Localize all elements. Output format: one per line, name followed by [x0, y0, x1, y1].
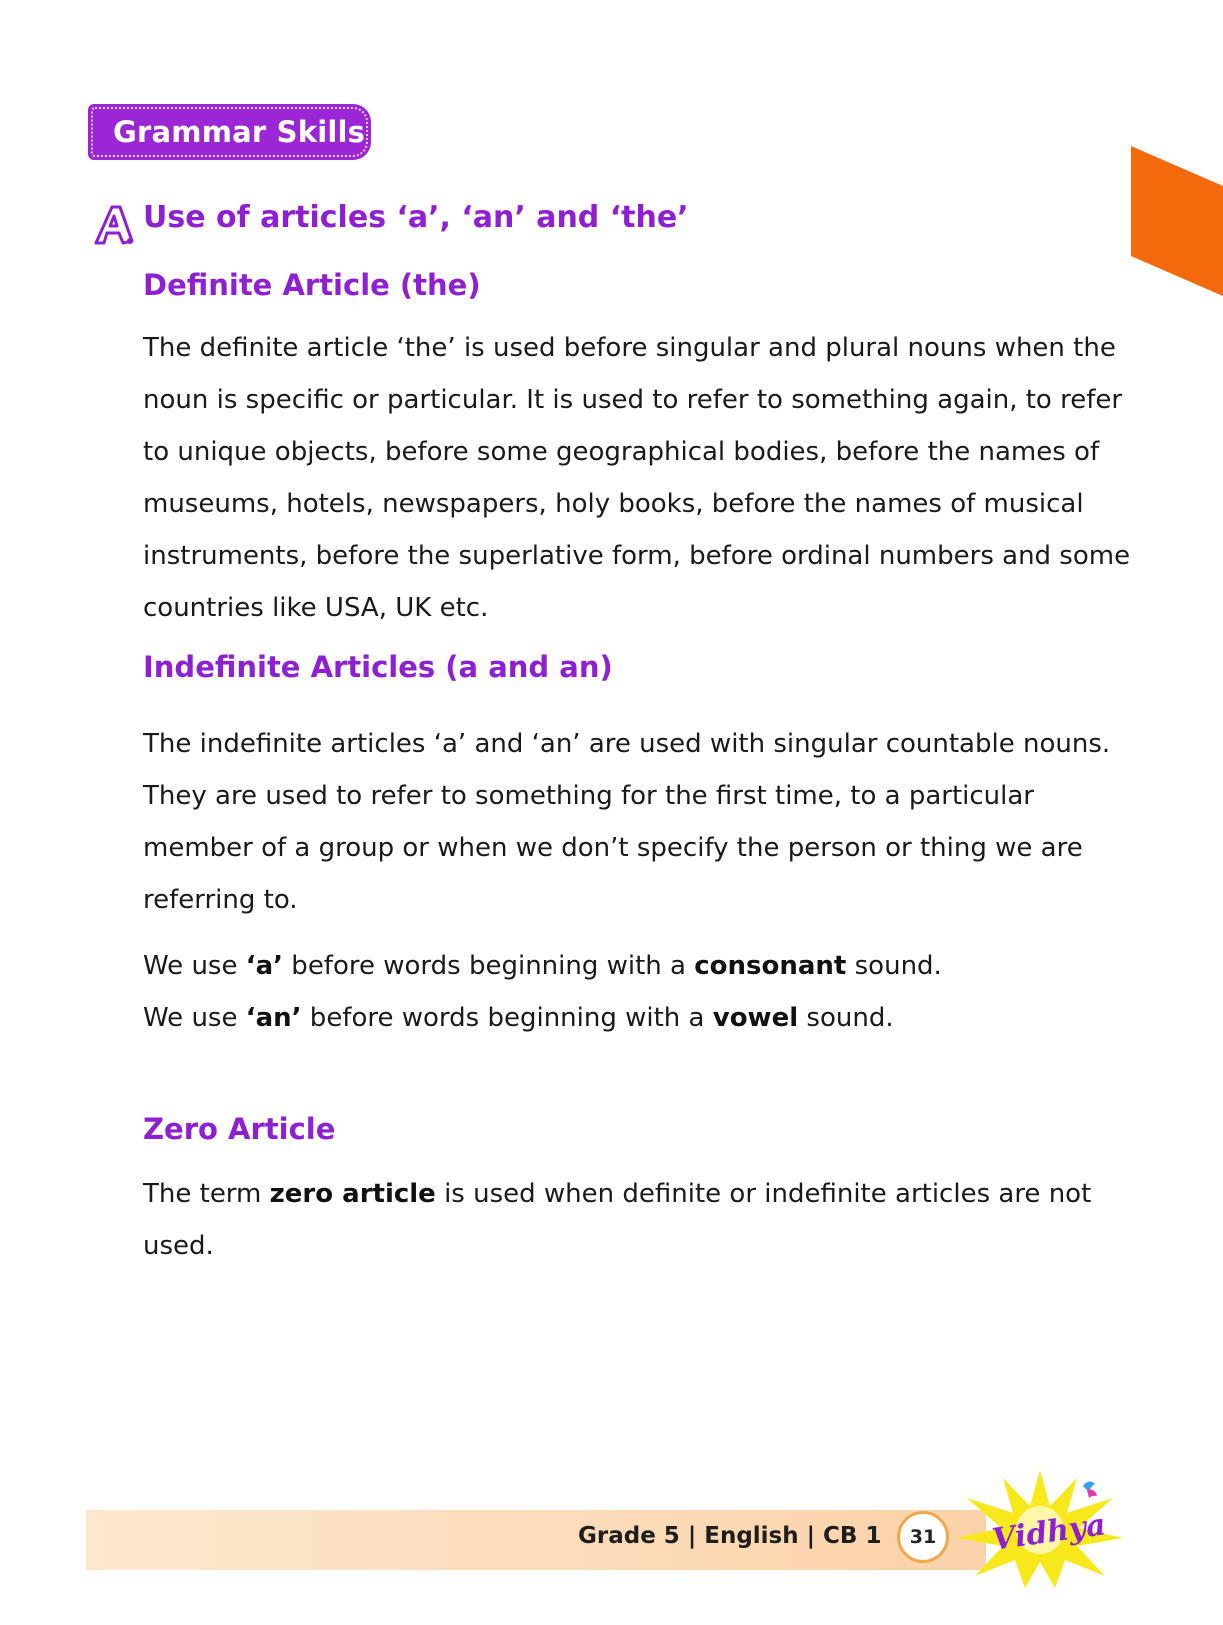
zero-heading: Zero Article: [143, 1112, 336, 1146]
section-badge-frame: [91, 107, 368, 157]
section-title: Use of articles ‘a’, ‘an’ and ‘the’: [143, 200, 689, 235]
rule-an-term: vowel: [712, 1003, 799, 1033]
section-marker-icon: [92, 203, 136, 247]
definite-body: The definite article ‘the’ is used before singular and plural nouns when the noun is specific or particular. It is used to refer to something again, to refer to unique objects, before some geographical bodies, before the names of museums, hotels, newspapers, holy books, before the names of musical instruments, before the superlative form, before ordinal numbers and some countries like USA, UK etc.: [143, 333, 1131, 623]
corner-tab-decoration: [1131, 146, 1223, 296]
rule-a-term: consonant: [694, 951, 847, 981]
zero-term: zero article: [269, 1179, 436, 1209]
footer-text: Grade 5 | English | CB 1: [578, 1523, 882, 1549]
rule-a-article: ‘a’: [245, 951, 284, 981]
page-number: 31: [897, 1511, 949, 1563]
indefinite-body: The indefinite articles ‘a’ and ‘an’ are used with singular countable nouns. They are used to refer to something for the first time, to a particular member of a group or when we don’t specify the person or thing we are referring to.: [143, 729, 1111, 915]
logo-text: Vidhya: [990, 1507, 1108, 1558]
zero-post: is used when definite or indefinite articles are not used.: [143, 1179, 1092, 1261]
rule-a-pre: We use: [143, 951, 246, 981]
rule-an-pre: We use: [143, 1003, 246, 1033]
rule-an-article: ‘an’: [245, 1003, 302, 1033]
rule-a-post: sound.: [846, 951, 942, 981]
section-badge: [88, 104, 371, 160]
definite-heading: Definite Article (the): [143, 268, 481, 302]
rule-an-mid: before words beginning with a: [301, 1003, 713, 1033]
section-badge-label: Grammar Skills: [113, 115, 366, 149]
indefinite-heading: Indefinite Articles (a and an): [143, 650, 613, 684]
rule-an: [143, 992, 1133, 1044]
rule-an-post: sound.: [798, 1003, 894, 1033]
rule-a-mid: before words beginning with a: [283, 951, 695, 981]
rule-a: [143, 940, 1133, 992]
zero-pre: The term: [143, 1179, 270, 1209]
zero-body: [143, 1168, 1133, 1272]
